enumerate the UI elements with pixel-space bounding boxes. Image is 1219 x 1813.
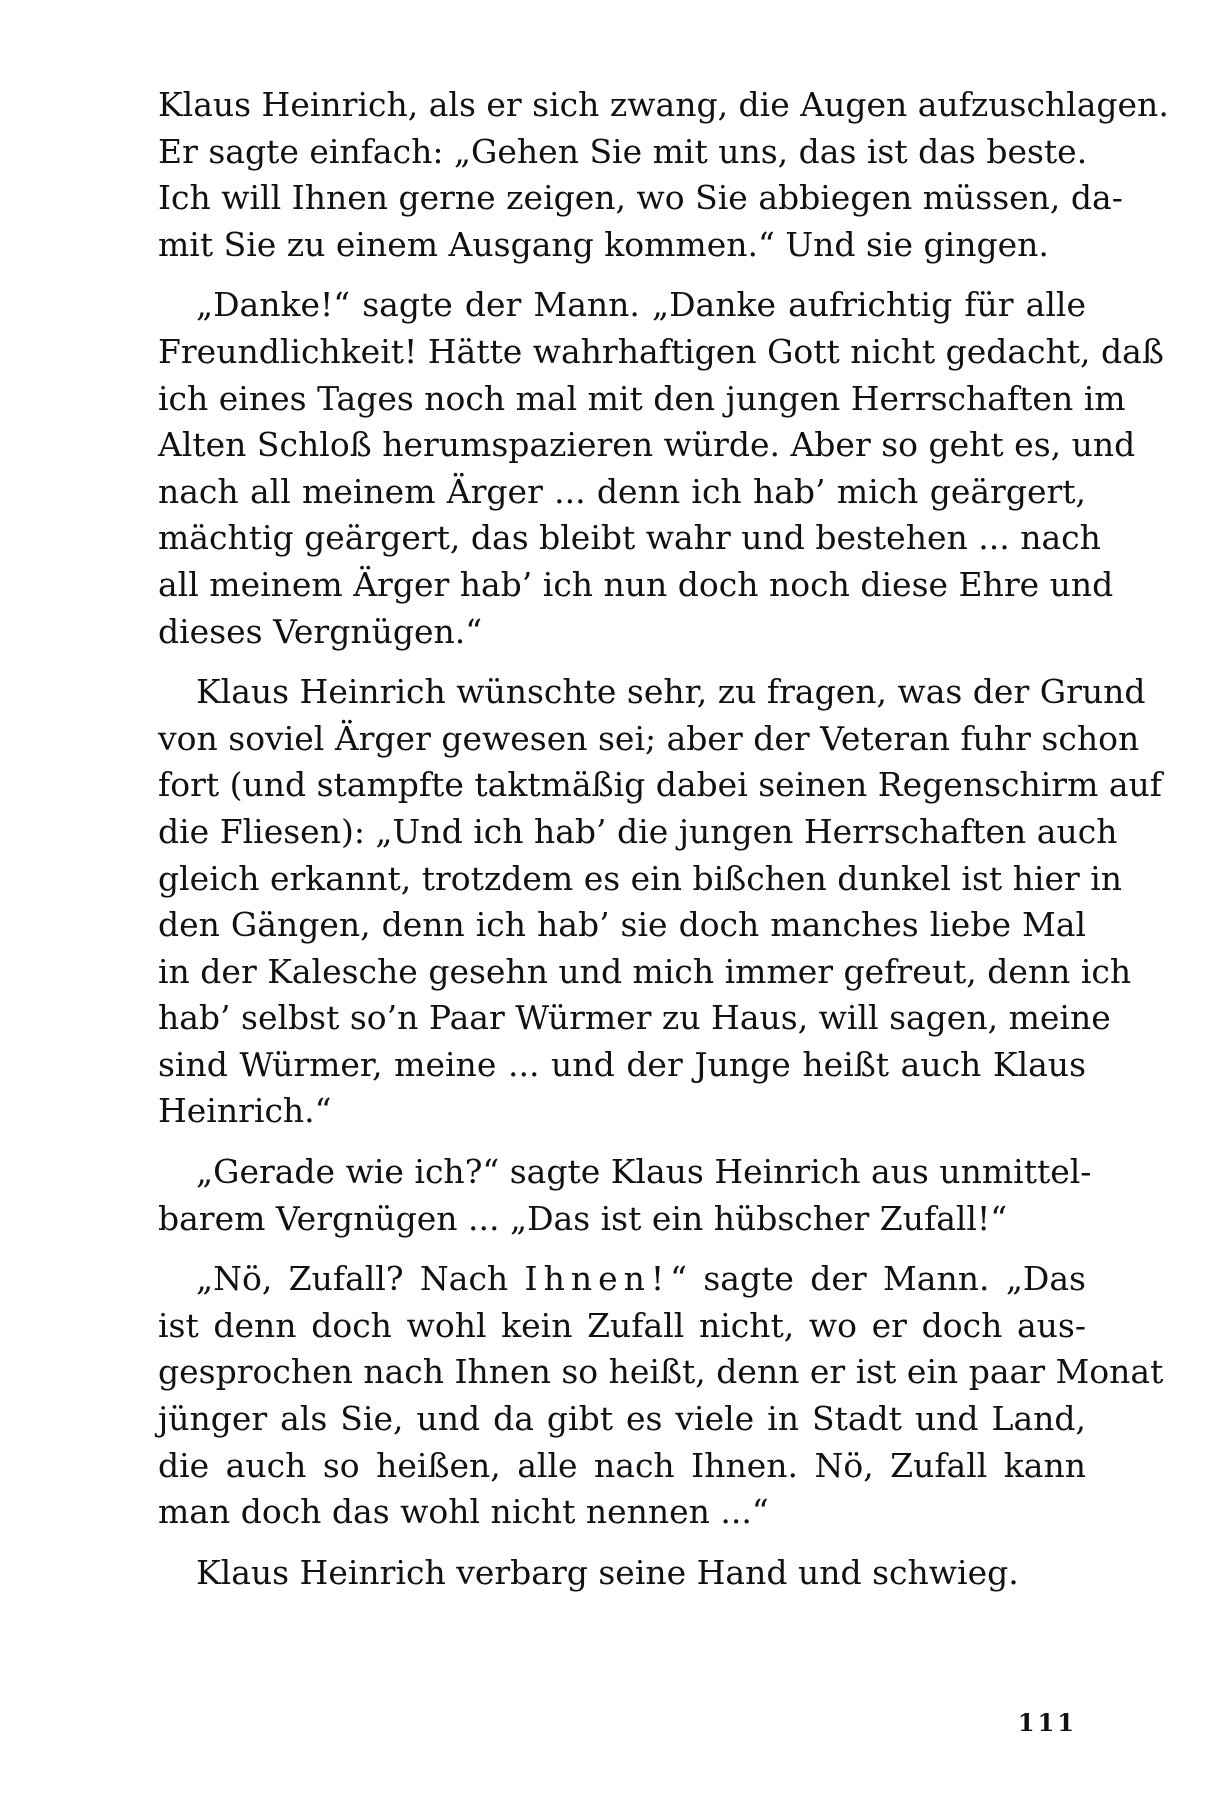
text-line: gleich erkannt, trotzdem es ein bißchen dunkel ist hier in: [158, 858, 1123, 898]
page-number: 111: [1017, 1708, 1077, 1737]
text-line: gesprochen nach Ihnen so heißt, denn er ist ein paar Monat: [158, 1352, 1164, 1392]
text-line: ich eines Tages noch mal mit den jungen Herrschaften im: [158, 378, 1126, 418]
text-line: man doch das wohl nicht nennen ...“: [158, 1492, 769, 1532]
line-segment: “ sagte der Mann. „Das: [670, 1259, 1086, 1299]
text-line: fort (und stampfte taktmäßig dabei seinen Regenschirm auf: [158, 765, 1163, 805]
paragraph: [158, 82, 1169, 268]
text-line: dieses Vergnügen.“: [158, 611, 483, 651]
text-line: Heinrich.“: [158, 1091, 332, 1131]
text-line: die Fliesen): „Und ich hab’ die jungen Herrschaften auch: [158, 811, 1118, 851]
text-line: „Danke!“ sagte der Mann. „Danke aufrichtig für alle: [196, 285, 1086, 325]
line-segment: „Nö, Zufall? Nach: [196, 1259, 509, 1299]
text-line: den Gängen, denn ich hab’ sie doch manches liebe Mal: [158, 905, 1086, 945]
text-line: [158, 1256, 1086, 1303]
text-line: die auch so heißen, alle nach Ihnen. Nö, Zufall kann: [158, 1445, 1086, 1485]
text-line: Freundlichkeit! Hätte wahrhaftigen Gott nicht gedacht, daß: [158, 331, 1164, 371]
text-line: von soviel Ärger gewesen sei; aber der Veteran fuhr schon: [158, 718, 1140, 758]
text-line: Er sagte einfach: „Gehen Sie mit uns, das ist das beste.: [158, 131, 1088, 171]
paragraph: [158, 1256, 1164, 1536]
text-line: Klaus Heinrich wünschte sehr, zu fragen, was der Grund: [196, 672, 1146, 712]
text-line: in der Kalesche gesehn und mich immer gefreut, denn ich: [158, 951, 1132, 991]
text-line: Alten Schloß herumspazieren würde. Aber so geht es, und: [158, 425, 1136, 465]
text-line: Klaus Heinrich verbarg seine Hand und schwieg.: [196, 1552, 1019, 1592]
text-line: barem Vergnügen ... „Das ist ein hübscher Zufall!“: [158, 1198, 1008, 1238]
text-line: jünger als Sie, und da gibt es viele in Stadt und Land,: [158, 1399, 1086, 1439]
text-line: nach all meinem Ärger ... denn ich hab’ mich geärgert,: [158, 471, 1086, 511]
text-line: sind Würmer, meine ... und der Junge heißt auch Klaus: [158, 1044, 1086, 1084]
text-line: mächtig geärgert, das bleibt wahr und bestehen ... nach: [158, 518, 1101, 558]
text-line: Klaus Heinrich, als er sich zwang, die Augen aufzuschlagen.: [158, 85, 1169, 124]
paragraph: [158, 669, 1163, 1135]
text-line: „Gerade wie ich?“ sagte Klaus Heinrich aus unmittel-: [196, 1152, 1092, 1192]
body-text: [158, 82, 1169, 1610]
text-line: ist denn doch wohl kein Zufall nicht, wo er doch aus-: [158, 1305, 1086, 1345]
text-line: mit Sie zu einem Ausgang kommen.“ Und sie gingen.: [158, 224, 1049, 264]
paragraph: [158, 1149, 1092, 1242]
text-line: all meinem Ärger hab’ ich nun doch noch diese Ehre und: [158, 564, 1114, 604]
paragraph: [158, 1550, 1086, 1597]
emphasized-word: Ihnen!: [524, 1259, 671, 1299]
paragraph: [158, 282, 1164, 655]
text-line: hab’ selbst so’n Paar Würmer zu Haus, will sagen, meine: [158, 998, 1111, 1038]
text-line: Ich will Ihnen gerne zeigen, wo Sie abbiegen müssen, da-: [158, 178, 1123, 218]
